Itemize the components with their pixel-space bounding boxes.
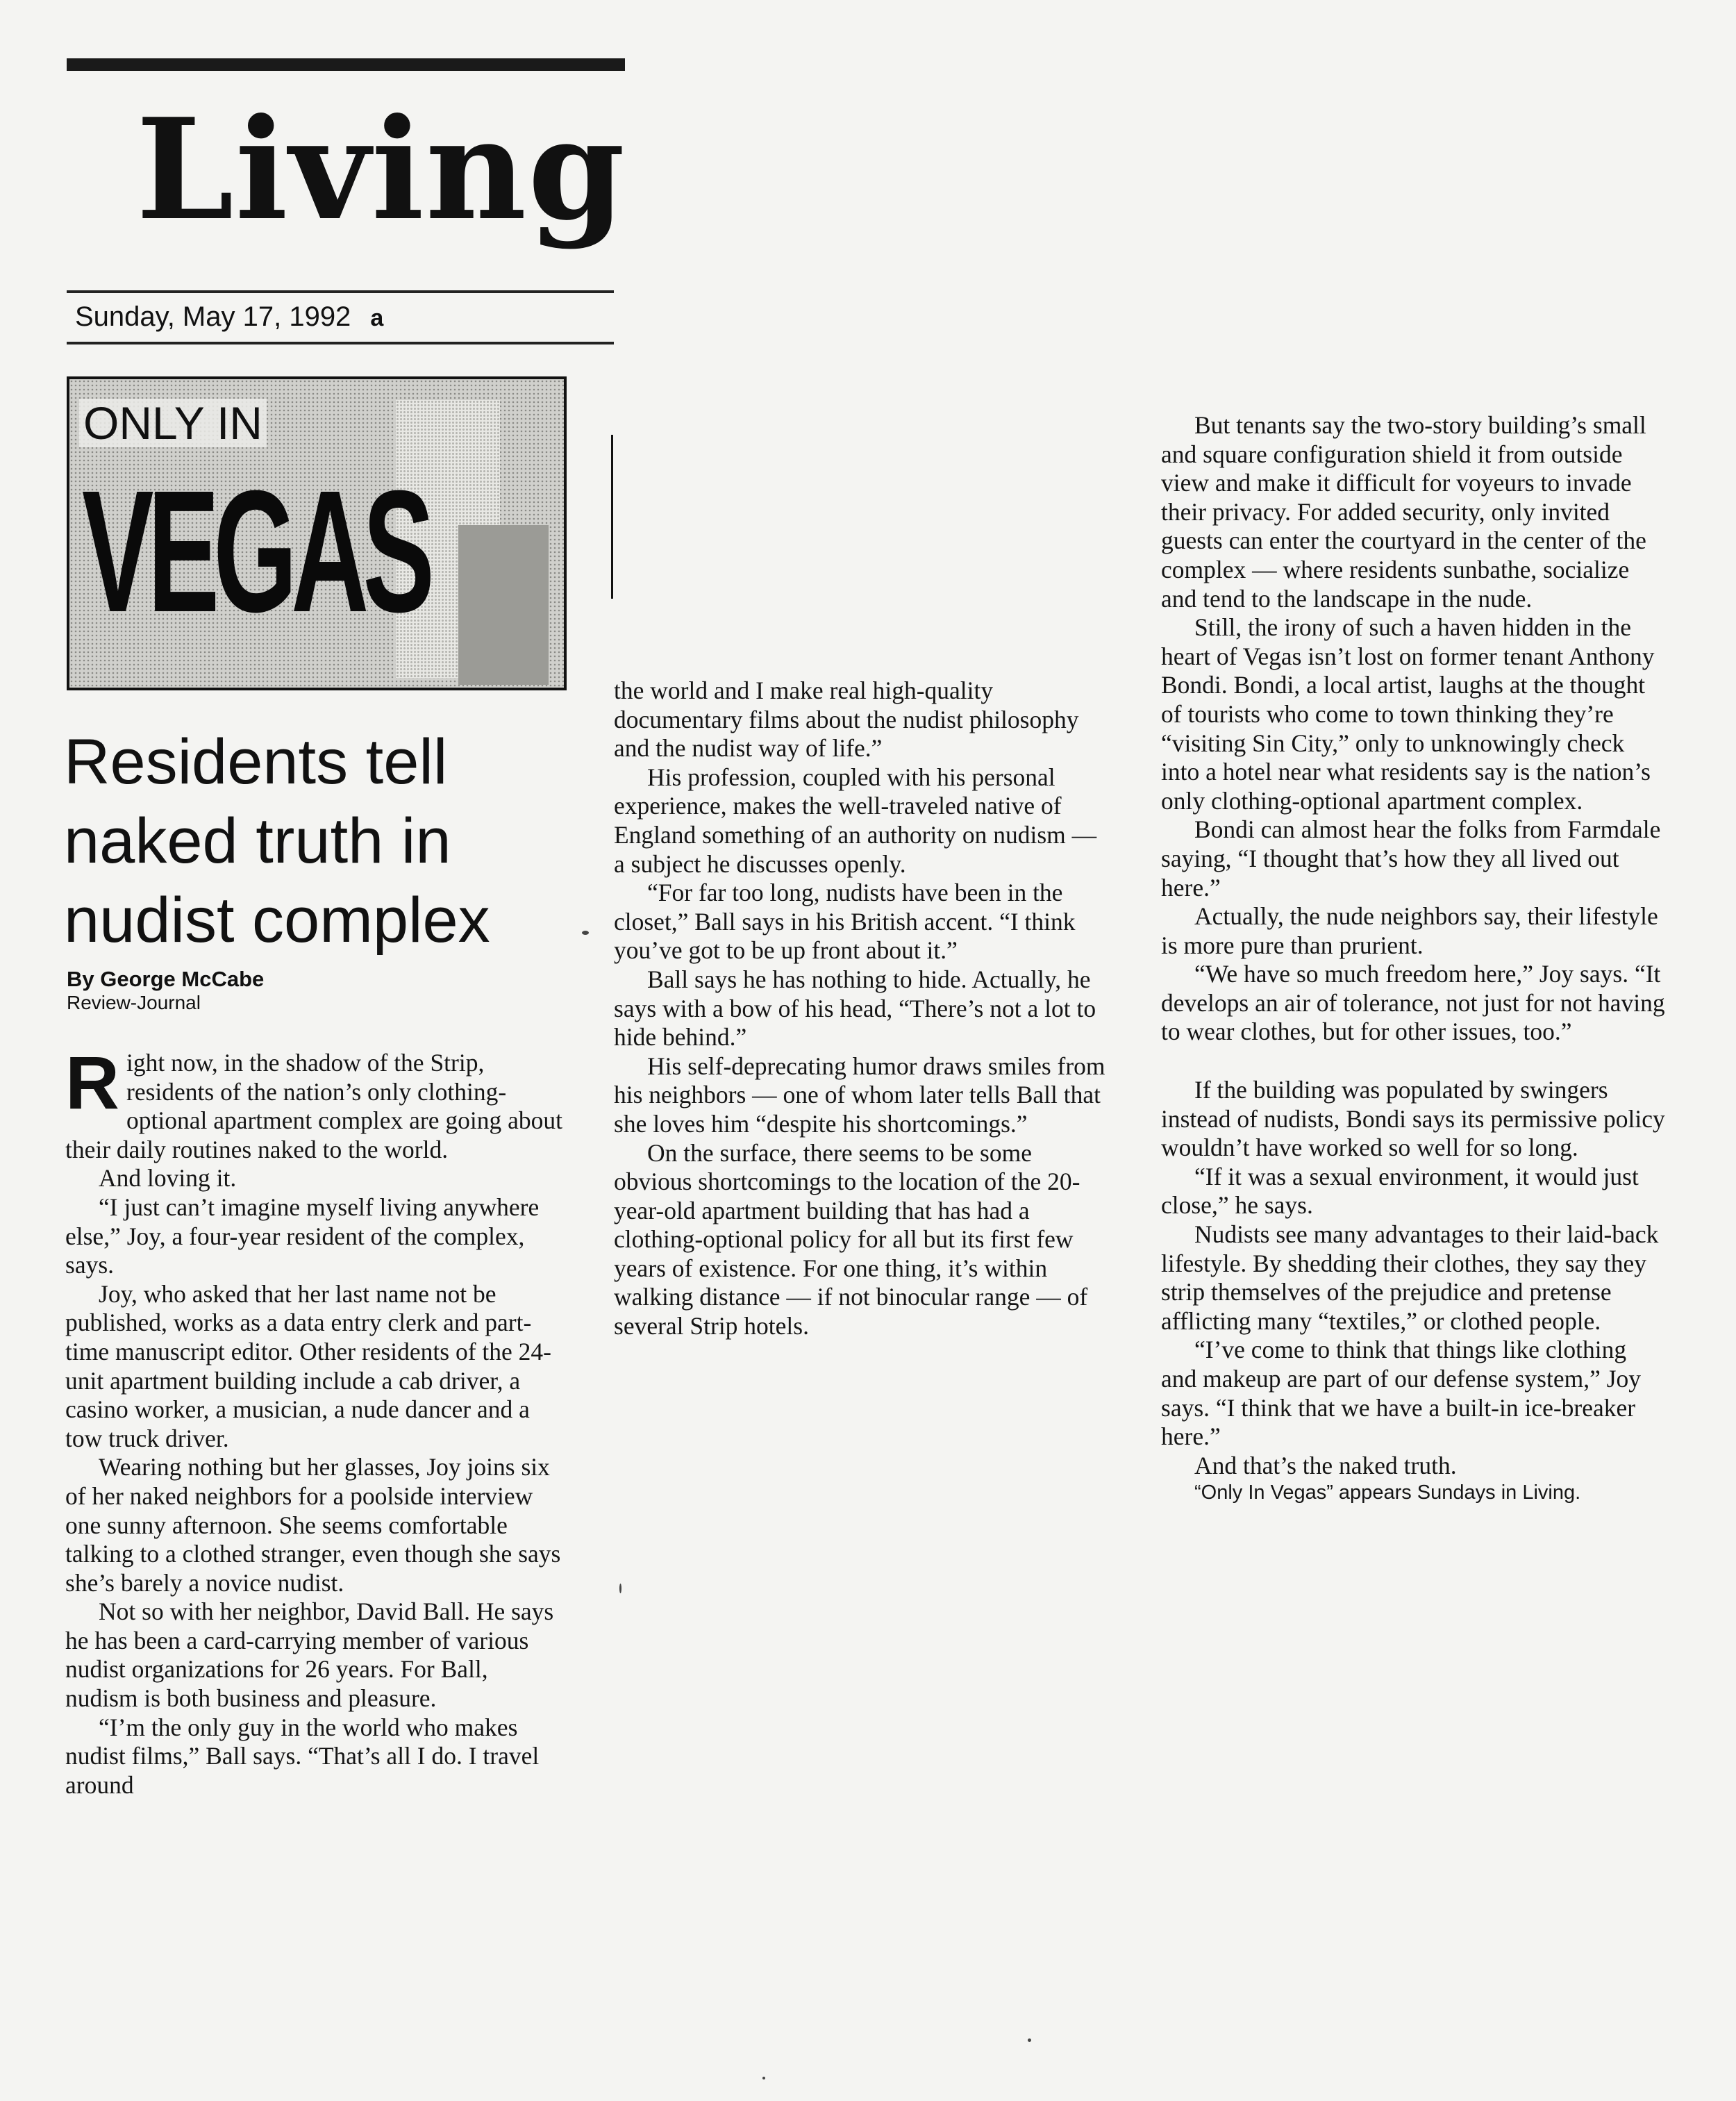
paragraph-text: ight now, in the shadow of the Strip, residents of the nation’s only clothing-optional apartment complex are going about their daily routines naked to the world. <box>65 1049 562 1163</box>
date-bottom-rule <box>67 342 614 344</box>
paragraph: Actually, the nude neighbors say, their lifestyle is more pure than prurient. <box>1161 902 1658 959</box>
print-speck <box>582 931 589 935</box>
date-text: Sunday, May 17, 1992 <box>75 301 351 332</box>
paragraph: the world and I make real high-quality documentary films about the nudist philosophy and the nudist way of life.” <box>614 676 1079 763</box>
logo-building <box>458 525 549 685</box>
paragraph: “I’m the only guy in the world who makes nudist films,” Ball says. “That’s all I do. I travel around <box>65 1713 540 1799</box>
print-speck <box>619 1584 621 1593</box>
article-column-1 <box>65 1040 564 1800</box>
column-divider <box>611 435 613 599</box>
logo-vegas: VEGAS <box>82 454 429 648</box>
paragraph: His self-deprecating humor draws smiles from his neighbors — one of whom later tells Ball that she loves him “despite his shortcomings.” <box>614 1052 1105 1138</box>
paragraph: “We have so much freedom here,” Joy says. “It develops an air of tolerance, not just for not having to wear clothes, but for other issues, too.” <box>1161 960 1665 1046</box>
only-in-vegas-logo <box>67 376 567 690</box>
paragraph: Ball says he has nothing to hide. Actually, he says with a bow of his head, “There’s not a lot to hide behind.” <box>614 965 1096 1052</box>
logo-only-in: ONLY IN <box>79 399 267 447</box>
paragraph: “For far too long, nudists have been in the closet,” Ball says in his British accent. “I think you’ve got to be up front about it.” <box>614 879 1076 965</box>
paragraph: If the building was populated by swingers instead of nudists, Bondi says its permissive policy wouldn’t have worked so well for so long. <box>1161 1076 1665 1162</box>
section-title: Living <box>136 88 627 251</box>
paragraph: Nudists see many advantages to their laid-back lifestyle. By shedding their clothes, they say they strip themselves of the prejudice and pretense afflicting many “textiles,” or clothed people. <box>1161 1220 1659 1335</box>
paragraph: His profession, coupled with his personal experience, makes the well-traveled native of England something of an authority on nudism — a subject he discusses openly. <box>614 763 1097 878</box>
dateline <box>75 300 383 335</box>
article-column-3 <box>1161 411 1668 1505</box>
date-top-rule <box>67 290 614 293</box>
paragraph <box>65 1040 564 1164</box>
byline <box>67 967 264 1014</box>
masthead-top-bar <box>67 58 625 71</box>
article-column-2 <box>614 676 1111 1341</box>
byline-organization: Review-Journal <box>67 992 201 1013</box>
print-speck <box>1028 2038 1031 2042</box>
print-speck <box>762 2077 765 2079</box>
paragraph: On the surface, there seems to be some obvious shortcomings to the location of the 20-year-old apartment building that has had a clothing-optional policy for all but its first few years of existence. For one thing, it’s within walking distance — if not binocular range — of several Strip hotels. <box>614 1138 1088 1340</box>
paragraph: “I just can’t imagine myself living anywhere else,” Joy, a four-year resident of the complex, says. <box>65 1193 540 1279</box>
drop-cap: R <box>65 1040 119 1124</box>
paragraph: Bondi can almost hear the folks from Farmdale saying, “I thought that’s how they all lived out here.” <box>1161 815 1661 902</box>
edition-mark: a <box>370 305 384 331</box>
paragraph: And loving it. <box>99 1164 237 1193</box>
paragraph: “I’ve come to think that things like clothing and makeup are part of our defense system,” Joy says. “I think that we have a built-in ice-breaker here.” <box>1161 1336 1642 1451</box>
paragraph: But tenants say the two-story building’s small and square configuration shield it from outside view and make it difficult for voyeurs to invade their privacy. For added security, only invited guests can enter the courtyard in the center of the complex — where residents sunbathe, socialize and tend to the landscape in the nude. <box>1161 411 1646 613</box>
column-note: “Only In Vegas” appears Sundays in Living. <box>1194 1481 1581 1504</box>
paragraph: “If it was a sexual environment, it would just close,” he says. <box>1161 1162 1639 1220</box>
article-headline: Residents tell naked truth in nudist complex <box>64 726 490 956</box>
paragraph: And that’s the naked truth. <box>1194 1451 1457 1479</box>
paragraph: Not so with her neighbor, David Ball. He says he has been a card-carrying member of various nudist organizations for 26 years. For Ball, nudism is both business and pleasure. <box>65 1597 554 1713</box>
byline-author: By George McCabe <box>67 967 265 991</box>
paragraph: Still, the irony of such a haven hidden in the heart of Vegas isn’t lost on former tenant Anthony Bondi. Bondi, a local artist, laughs at the thought of tourists who come to town thinking they’re “visiting Sin City,” only to unknowingly check into a hotel near what residents say is the nation’s only clothing-optional apartment complex. <box>1161 613 1655 815</box>
paragraph: Wearing nothing but her glasses, Joy joins six of her naked neighbors for a poolside interview one sunny afternoon. She seems comfortable talking to a clothed stranger, even though she says she’s barely a novice nudist. <box>65 1453 561 1597</box>
paragraph: Joy, who asked that her last name not be published, works as a data entry clerk and part-time manuscript editor. Other residents of the 24-unit apartment building include a cab driver, a casino worker, a musician, a nude dancer and a tow truck driver. <box>65 1279 551 1452</box>
